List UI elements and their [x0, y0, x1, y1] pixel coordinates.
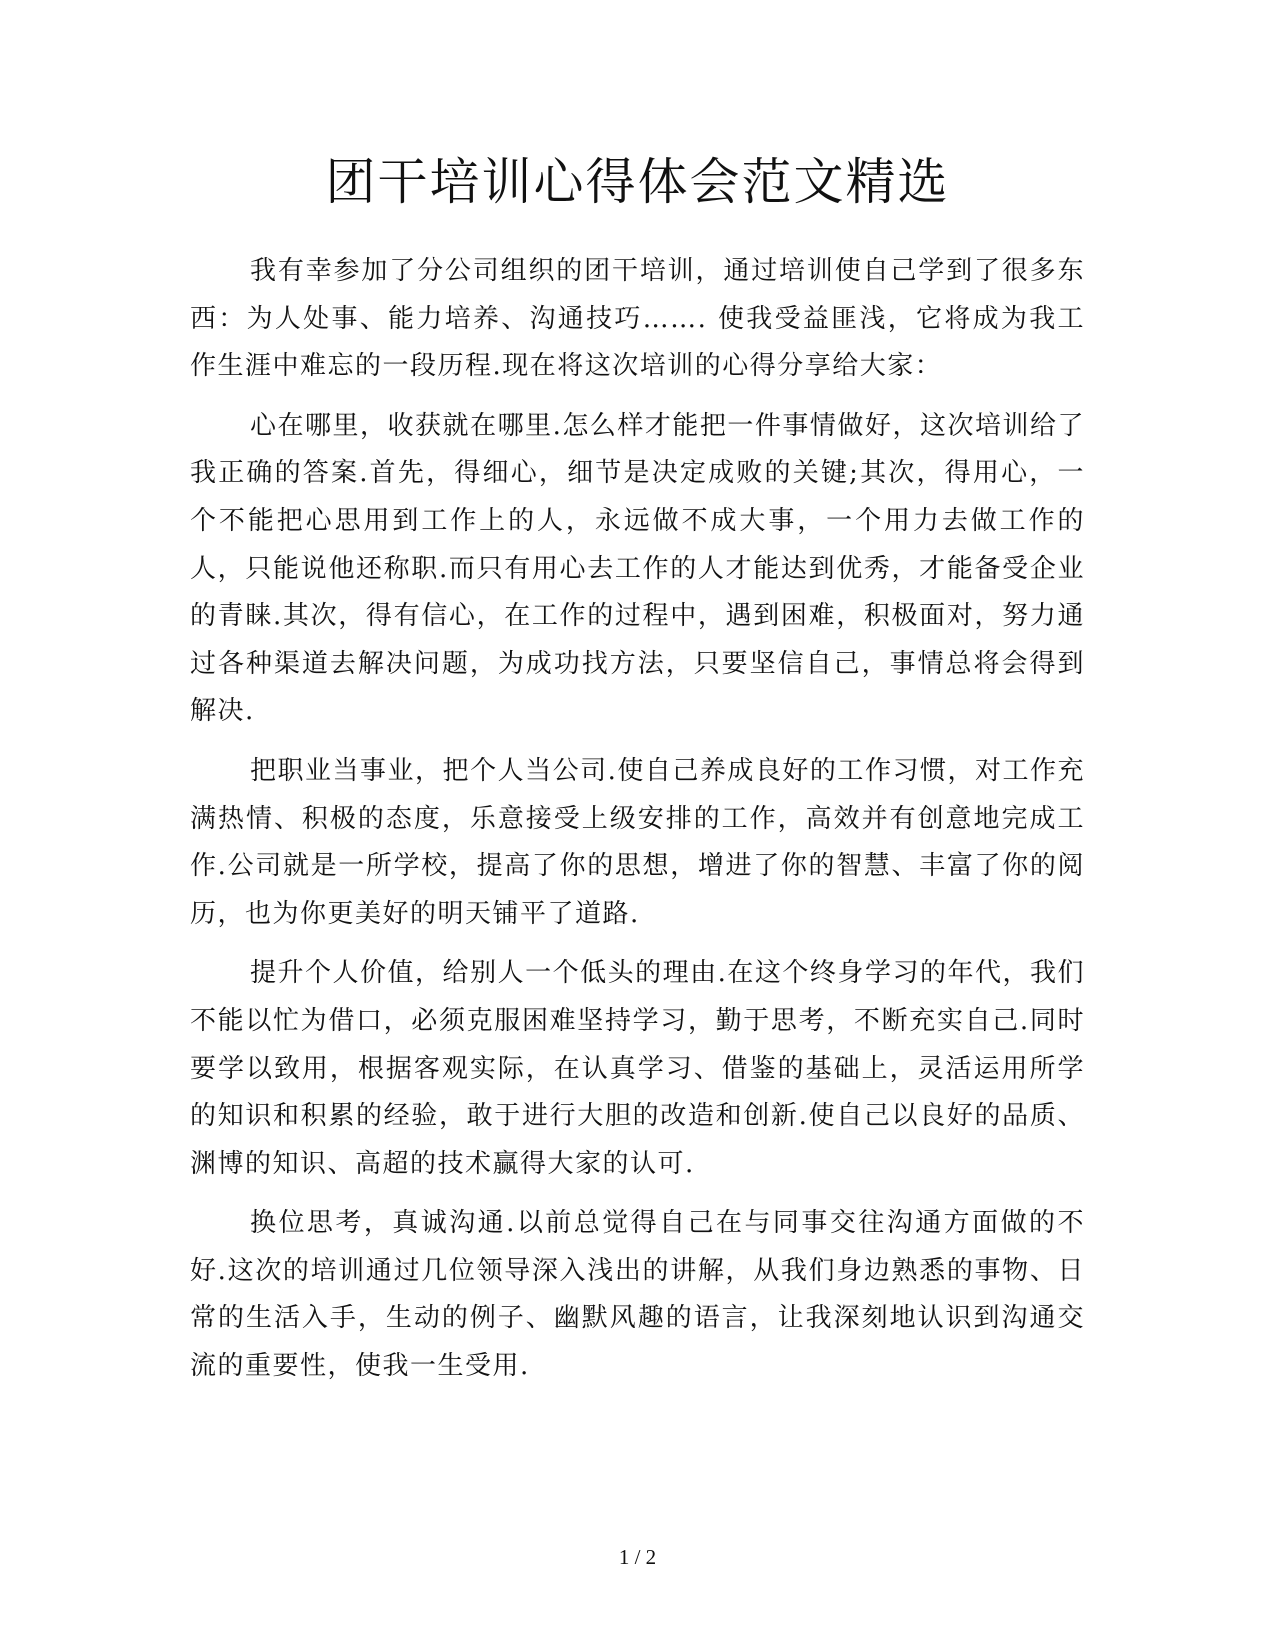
document-body — [190, 248, 1085, 1403]
paragraph-2: 心在哪里，收获就在哪里.怎么样才能把一件事情做好，这次培训给了我正确的答案.首先，得细心，细节是决定成败的关键;其次，得用心，一个不能把心思用到工作上的人，永远做不成大事，一个用力去做工作的人，只能说他还称职.而只有用心去工作的人才能达到优秀，才能备受企业的青睐.其次，得有信心，在工作的过程中，遇到困难，积极面对，努力通过各种渠道去解决问题，为成功找方法，只要坚信自己，事情总将会得到解决. — [190, 410, 1085, 727]
document-title: 团干培训心得体会范文精选 — [325, 153, 950, 211]
paragraph-3: 把职业当事业，把个人当公司.使自己养成良好的工作习惯，对工作充满热情、积极的态度，乐意接受上级安排的工作，高效并有创意地完成工作.公司就是一所学校，提高了你的思想，增进了你的智慧、丰富了你的阅历，也为你更美好的明天铺平了道路. — [190, 755, 1085, 929]
paragraph-5: 换位思考，真诚沟通.以前总觉得自己在与同事交往沟通方面做的不好.这次的培训通过几位领导深入浅出的讲解，从我们身边熟悉的事物、日常的生活入手，生动的例子、幽默风趣的语言，让我深刻地认识到沟通交流的重要性，使我一生受用. — [190, 1208, 1085, 1382]
paragraph-1: 我有幸参加了分公司组织的团干培训，通过培训使自己学到了很多东西：为人处事、能力培养、沟通技巧……. 使我受益匪浅，它将成为我工作生涯中难忘的一段历程.现在将这次培训的心得分享给大家： — [190, 256, 1085, 382]
paragraph-4: 提升个人价值，给别人一个低头的理由.在这个终身学习的年代，我们不能以忙为借口，必须克服困难坚持学习，勤于思考，不断充实自己.同时要学以致用，根据客观实际，在认真学习、借鉴的基础上，灵活运用所学的知识和积累的经验，敢于进行大胆的改造和创新.使自己以良好的品质、渊博的知识、高超的技术赢得大家的认可. — [190, 958, 1085, 1179]
page-number: 1 / 2 — [618, 1545, 657, 1569]
